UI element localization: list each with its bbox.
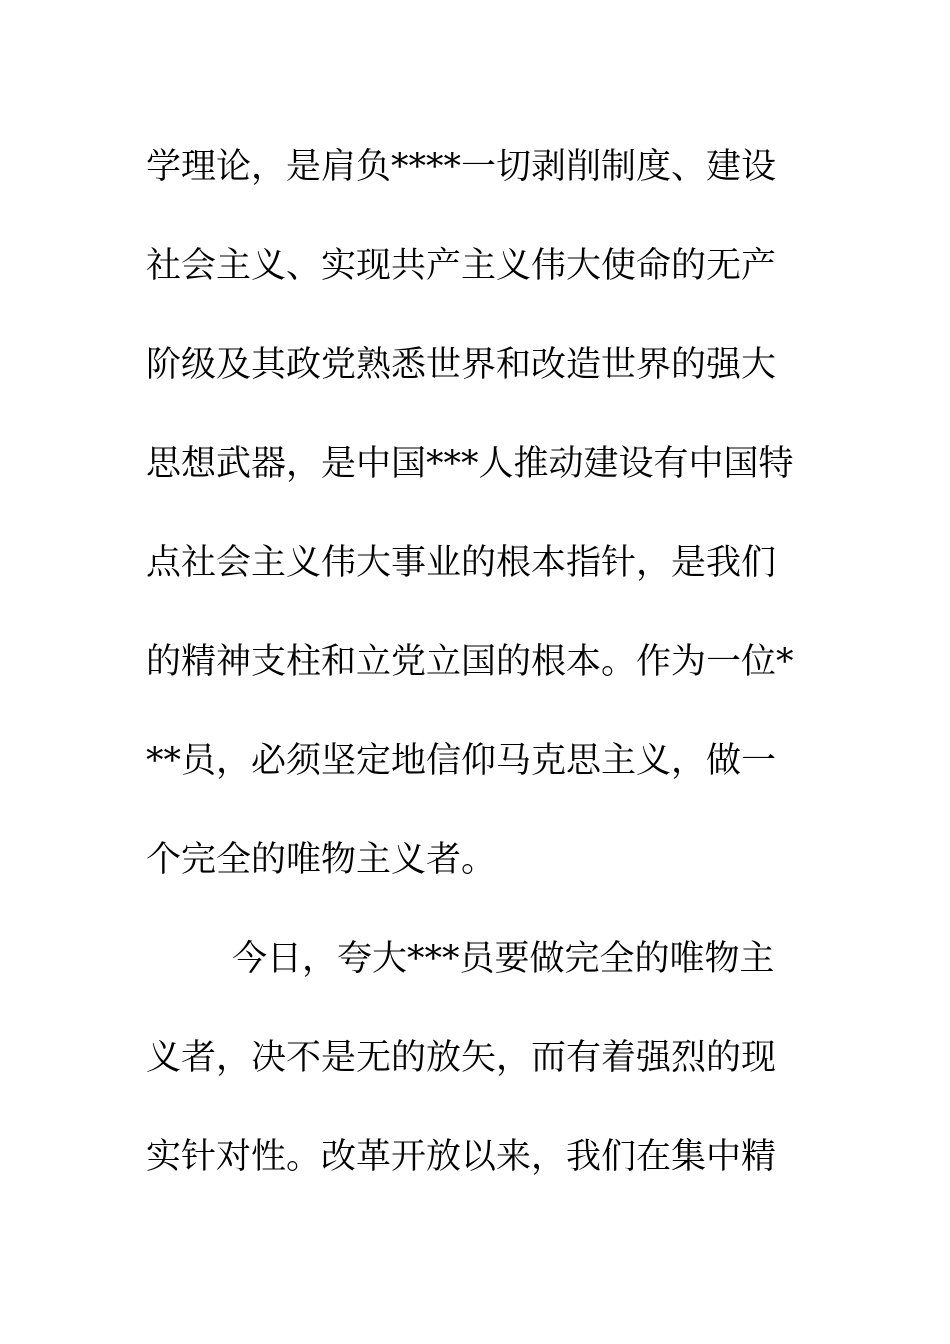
paragraph-start-line: 今日，夸大***员要做完全的唯物主 [232, 939, 775, 979]
text-line: 个完全的唯物主义者。 [146, 840, 497, 880]
body-text [146, 118, 826, 1207]
text-line: 点社会主义伟大事业的根本指针，是我们 [146, 543, 777, 583]
text-line: 实针对性。改革开放以来，我们在集中精 [146, 1137, 777, 1177]
text-line: 义者，决不是无的放矢，而有着强烈的现 [146, 1038, 777, 1078]
text-line: 学理论，是肩负****一切剥削制度、建设 [146, 147, 777, 187]
text-line: 阶级及其政党熟悉世界和改造世界的强大 [146, 345, 777, 385]
text-line: 的精神支柱和立党立国的根本。作为一位* [146, 642, 794, 682]
text-line: 社会主义、实现共产主义伟大使命的无产 [146, 246, 777, 286]
text-line: 思想武器，是中国***人推动建设有中国特 [146, 444, 794, 484]
text-line: **员，必须坚定地信仰马克思主义，做一 [146, 741, 777, 781]
